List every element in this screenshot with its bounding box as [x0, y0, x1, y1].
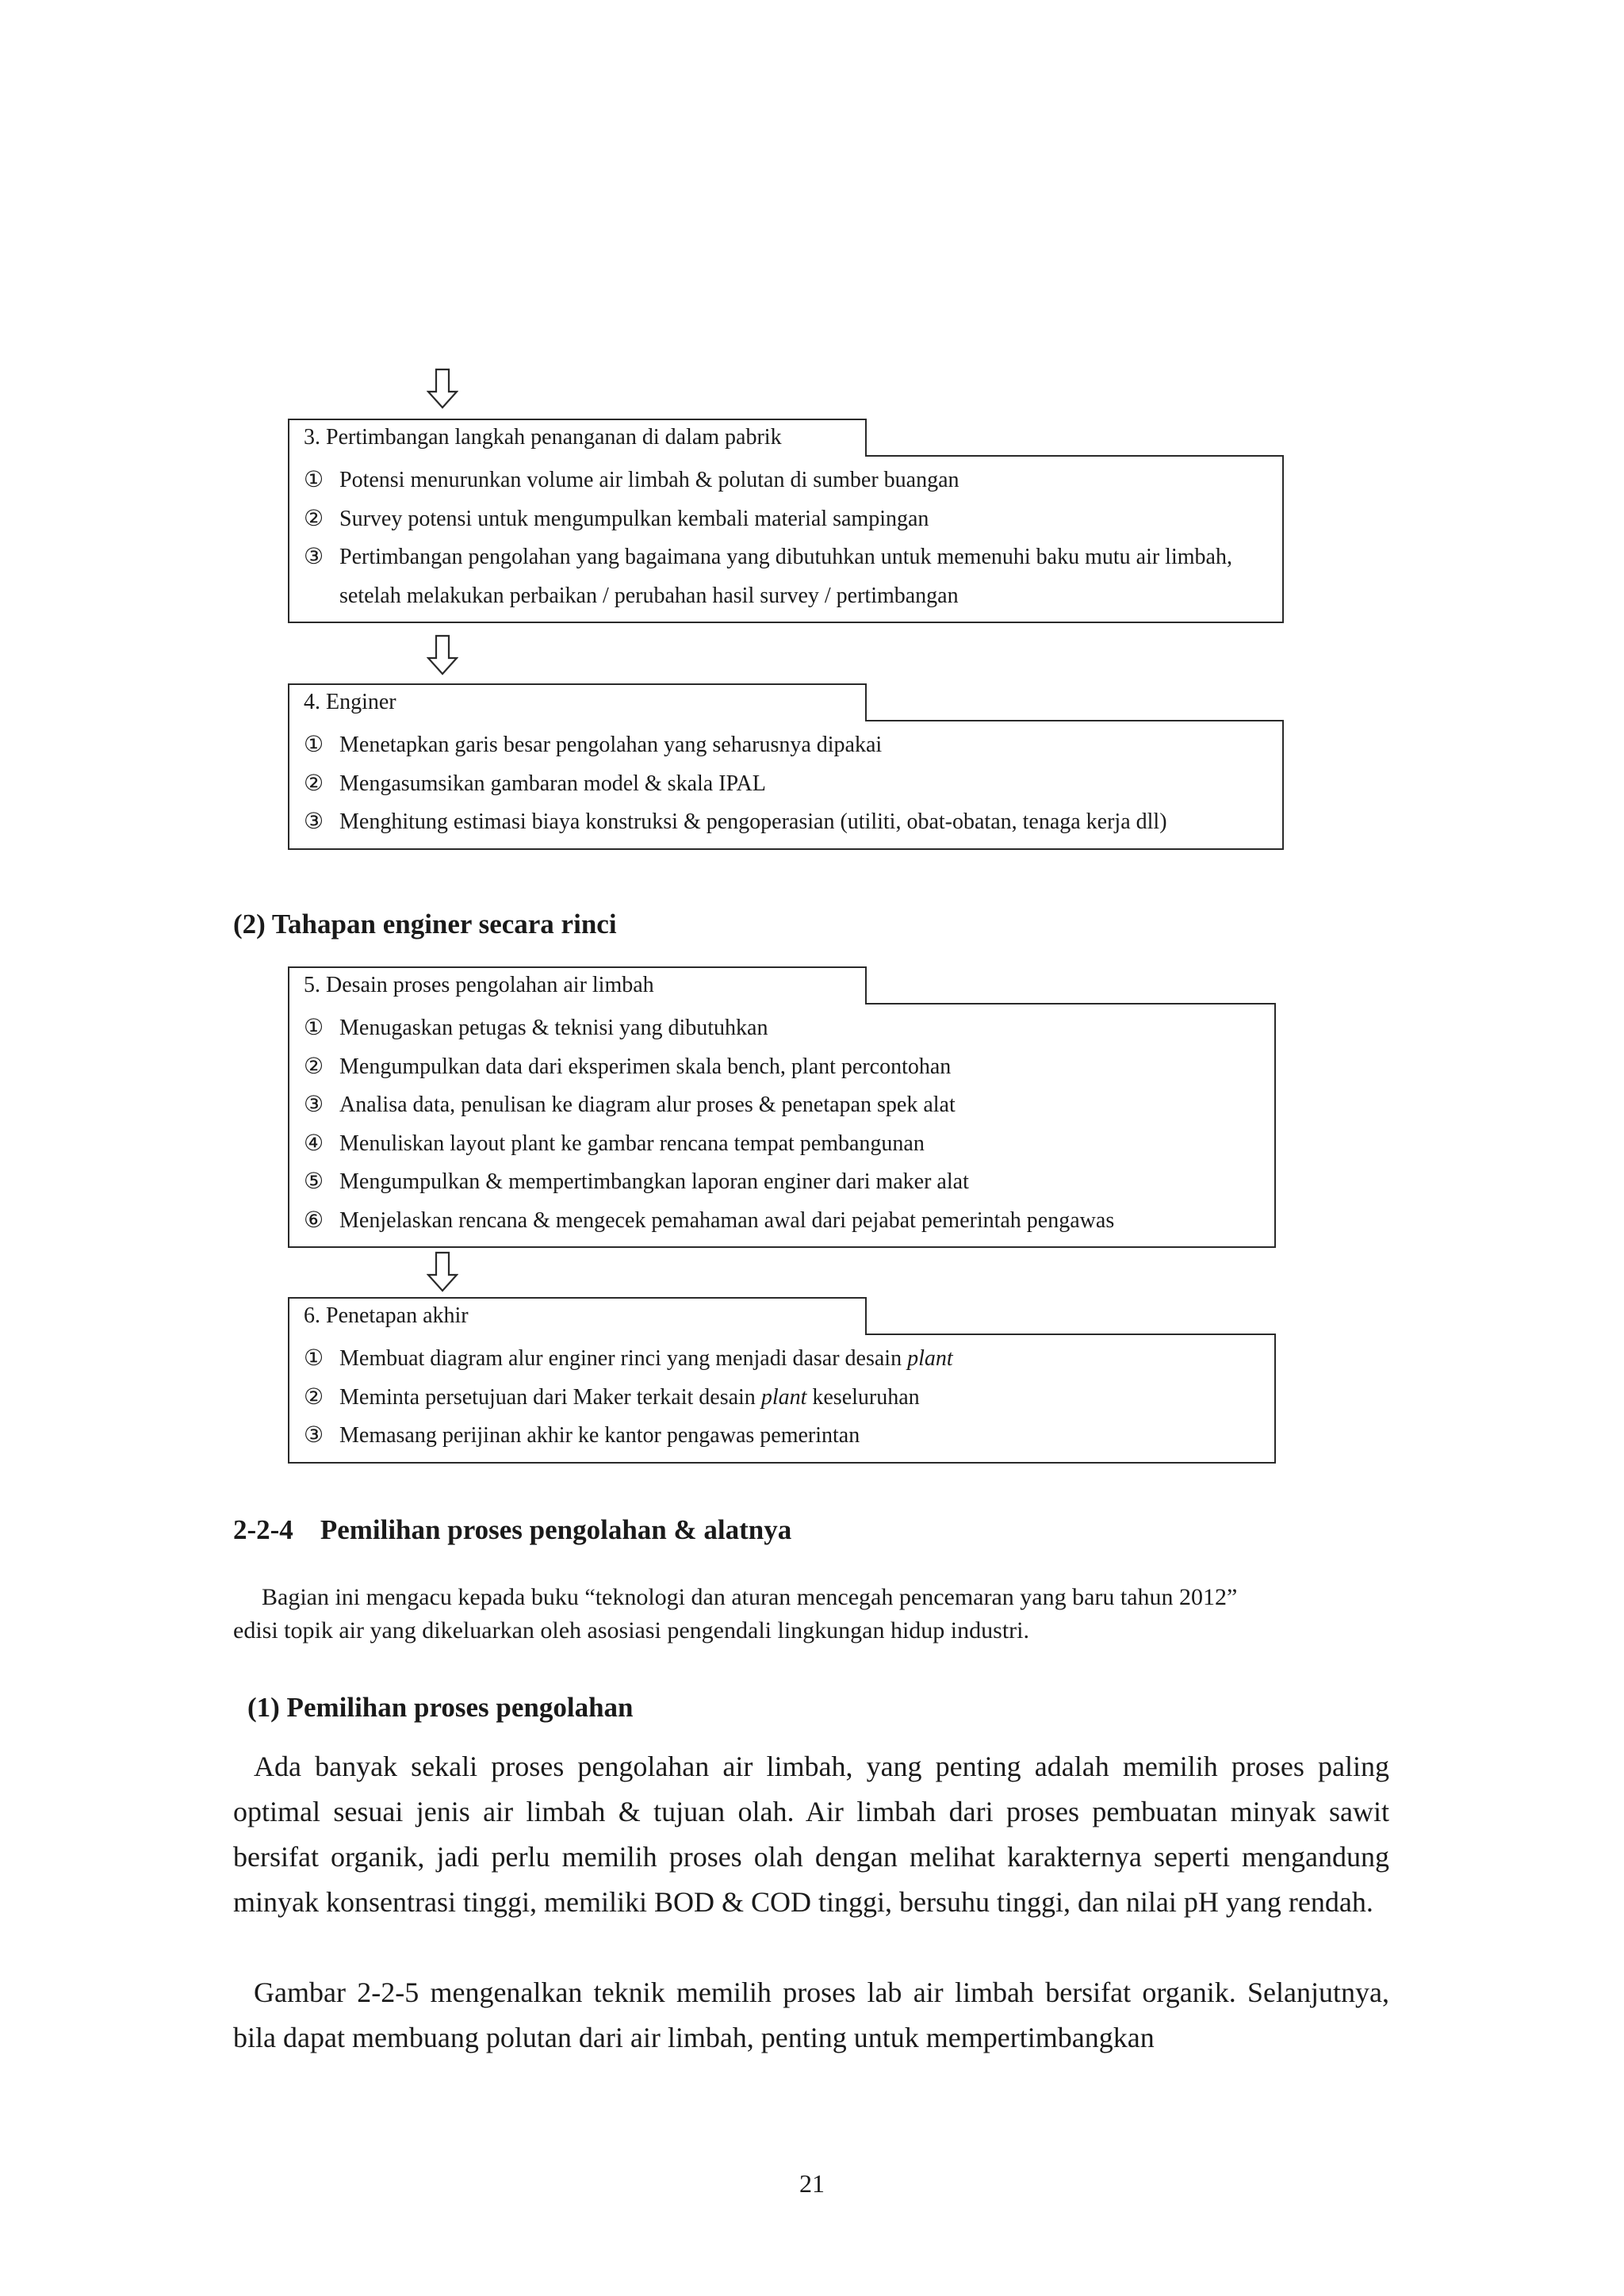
list-item: ⑥ Menjelaskan rencana & mengecek pemahaman awal dari pejabat pemerintah pengawas — [304, 1207, 1115, 1233]
step-items — [288, 1003, 1276, 1248]
step-items — [288, 1334, 1276, 1464]
list-item: ① Potensi menurunkan volume air limbah & polutan di sumber buangan — [304, 468, 959, 492]
section-number: 2-2-4 — [233, 1514, 293, 1545]
list-item: ① Menetapkan garis besar pengolahan yang seharusnya dipakai — [304, 733, 883, 757]
step-items — [288, 720, 1284, 850]
step-5-box — [288, 966, 1276, 1248]
step-4-box — [288, 683, 1284, 850]
list-item: ① Menugaskan petugas & teknisi yang dibutuhkan — [304, 1016, 768, 1040]
step-title: 5. Desain proses pengolahan air limbah — [288, 966, 867, 1004]
paragraph: Ada banyak sekali proses pengolahan air limbah, yang penting adalah memilih proses paling optimal sesuai jenis air limbah & tujuan olah. Air limbah dari proses pembuatan minyak sawit bersifat organik, jadi perlu memilih proses olah dengan melihat karakternya seperti mengandung minyak konsentrasi tinggi, memiliki BOD & COD tinggi, bersuhu tinggi, dan nilai pH yang rendah. — [233, 1751, 1389, 1918]
list-item: ④ Menuliskan layout plant ke gambar rencana tempat pembangunan — [304, 1131, 925, 1156]
list-item: ② Survey potensi untuk mengumpulkan kembali material sampingan — [304, 506, 929, 531]
section-title: Pemilihan proses pengolahan & alatnya — [320, 1514, 792, 1545]
step-title: 4. Enginer — [288, 683, 867, 721]
list-item: ③ Menghitung estimasi biaya konstruksi & pengoperasian (utiliti, obat-obatan, tenaga kerja dll) — [304, 809, 1167, 834]
down-arrow-icon — [427, 634, 458, 675]
step-items — [288, 455, 1284, 623]
subsection-heading: (1) Pemilihan proses pengolahan — [247, 1692, 634, 1723]
down-arrow-icon — [427, 368, 458, 409]
down-arrow-icon — [427, 1251, 458, 1292]
step-3-box — [288, 419, 1284, 623]
section-heading-224 — [233, 1514, 791, 1546]
step-6-box — [288, 1297, 1276, 1464]
intro-line-1: Bagian ini mengacu kepada buku “teknologi dan aturan mencegah pencemaran yang baru tahun 2012” — [262, 1584, 1238, 1610]
step-title: 6. Penetapan akhir — [288, 1297, 867, 1335]
step-title: 3. Pertimbangan langkah penanganan di dalam pabrik — [288, 419, 867, 457]
list-item: ① Membuat diagram alur enginer rinci yang menjadi dasar desain plant — [304, 1346, 953, 1371]
section-heading: (2) Tahapan enginer secara rinci — [233, 909, 617, 939]
list-item: ⑤ Mengumpulkan & mempertimbangkan laporan enginer dari maker alat — [304, 1169, 969, 1194]
list-item: ② Meminta persetujuan dari Maker terkait desain plant keseluruhan — [304, 1384, 920, 1410]
list-item: ③ Analisa data, penulisan ke diagram alur proses & penetapan spek alat — [304, 1093, 956, 1117]
paragraph: Gambar 2-2-5 mengenalkan teknik memilih proses lab air limbah bersifat organik. Selanjutnya, bila dapat membuang polutan dari air limbah, penting untuk mempertimbangkan — [233, 1976, 1389, 2053]
list-item: ② Mengasumsikan gambaran model & skala IPAL — [304, 771, 766, 796]
page-number: 21 — [799, 2169, 825, 2198]
intro-line-2: edisi topik air yang dikeluarkan oleh asosiasi pengendali lingkungan hidup industri. — [233, 1617, 1029, 1644]
list-item: ③ Memasang perijinan akhir ke kantor pengawas pemerintan — [304, 1423, 860, 1448]
list-item: ② Mengumpulkan data dari eksperimen skala bench, plant percontohan — [304, 1054, 952, 1079]
list-item: ③ Pertimbangan pengolahan yang bagaimana yang dibutuhkan untuk memenuhi baku mutu air limbah, setelah melakukan perbaikan / perubahan hasil survey / pertimbangan — [304, 545, 1232, 608]
